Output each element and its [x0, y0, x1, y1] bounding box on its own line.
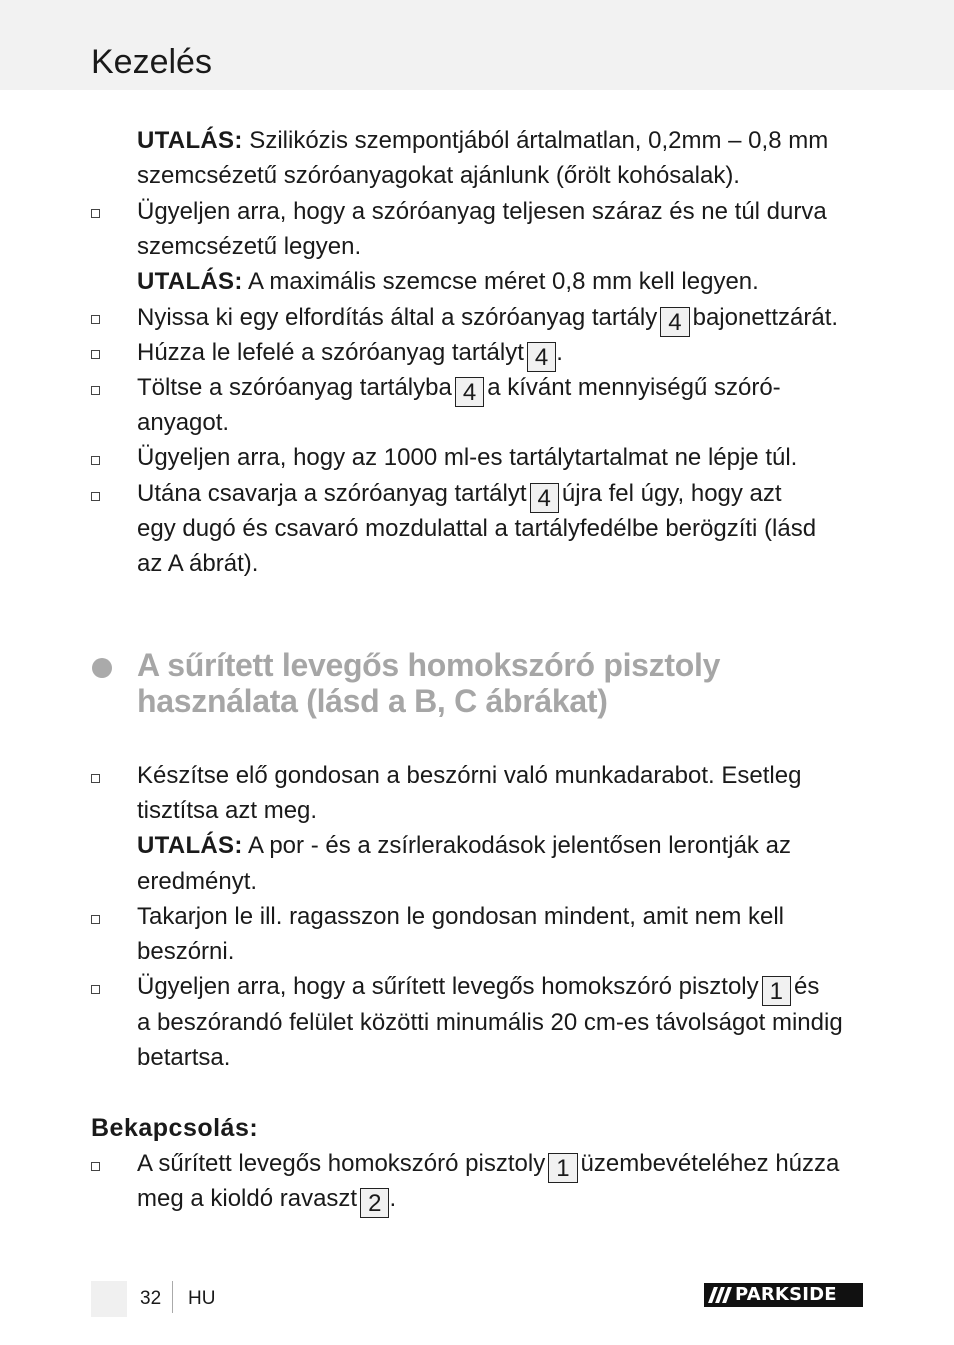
note-text: A maximális szemcse méret 0,8 mm kell legyen. [242, 268, 759, 295]
part-reference-4: 4 [455, 377, 484, 407]
section-heading-line: A sűrített levegős homokszóró pisztoly [137, 647, 721, 683]
text-segment: a kívánt mennyiségű szóró- [487, 374, 781, 401]
part-reference-1: 1 [762, 976, 791, 1006]
bullet-icon [91, 456, 100, 465]
bullet-icon [91, 386, 100, 395]
note-line [137, 828, 791, 863]
instruction-text: Ügyeljen arra, hogy a szóróanyag teljesen száraz és ne túl durva [137, 198, 827, 225]
section-bullet-icon [92, 658, 112, 678]
instruction-text [137, 370, 781, 407]
instruction-text [137, 335, 563, 372]
note-text: Szilikózis szempontjából ártalmatlan, 0,2mm – 0,8 mm [242, 127, 829, 154]
instruction-text [137, 300, 838, 337]
instruction-text-continued: egy dugó és csavaró mozdulattal a tartályfedélbe berögzíti (lásd [137, 515, 817, 542]
note-text-continued: szemcsézetű szóróanyagokat ajánlunk (őrölt kohósalak). [137, 162, 740, 189]
note-label: UTALÁS: [137, 268, 243, 295]
text-segment: Ügyeljen arra, hogy a sűrített levegős homokszóró pisztoly [137, 973, 759, 1000]
text-segment: A sűrített levegős homokszóró pisztoly [137, 1150, 546, 1177]
text-segment: üzembevételéhez húzza [580, 1150, 840, 1177]
page-header [0, 0, 954, 90]
part-reference-4: 4 [527, 342, 556, 372]
section-heading [137, 647, 720, 719]
bullet-icon [91, 1162, 100, 1171]
bullet-icon [91, 350, 100, 359]
instruction-text-continued [137, 1181, 396, 1218]
note-label: UTALÁS: [137, 127, 243, 154]
bullet-icon [91, 915, 100, 924]
instruction-text-continued: az A ábrát). [137, 550, 259, 577]
footer-marker [91, 1281, 127, 1317]
text-segment: Töltse a szóróanyag tartályba [137, 374, 452, 401]
text-segment: és [794, 973, 820, 1000]
subsection-heading: Bekapcsolás: [91, 1114, 259, 1142]
brand-logo [704, 1283, 863, 1307]
part-reference-2: 2 [360, 1188, 389, 1218]
instruction-text-continued: anyagot. [137, 409, 230, 436]
text-segment: . [556, 339, 563, 366]
language-code: HU [188, 1288, 216, 1309]
footer-divider [172, 1281, 173, 1313]
text-segment: . [389, 1185, 397, 1212]
text-segment: bajonettzárát. [692, 304, 839, 331]
note-line [137, 264, 759, 299]
part-reference-4: 4 [660, 307, 689, 337]
instruction-text-continued: tisztítsa azt meg. [137, 797, 318, 824]
instruction-text [137, 1146, 839, 1183]
bullet-icon [91, 209, 100, 218]
bullet-icon [91, 492, 100, 501]
part-reference-4: 4 [530, 483, 559, 513]
text-segment: újra fel úgy, hogy azt [561, 480, 782, 507]
part-reference-1: 1 [548, 1153, 577, 1183]
bullet-icon [91, 985, 100, 994]
instruction-text-continued: beszórni. [137, 938, 235, 965]
note-line [137, 123, 828, 158]
instruction-text: Ügyeljen arra, hogy az 1000 ml-es tartálytartalmat ne lépje túl. [137, 444, 798, 471]
note-text: A por - és a zsírlerakodások jelentősen lerontják az [242, 832, 791, 859]
text-segment: Húzza le lefelé a szóróanyag tartályt [137, 339, 524, 366]
bullet-icon [91, 774, 100, 783]
instruction-text-continued: a beszórandó felület közötti minumális 20 cm-es távolságot mindig [137, 1009, 843, 1036]
brand-stripes-icon [711, 1287, 729, 1303]
instruction-text-continued: betartsa. [137, 1044, 231, 1071]
note-text-continued: eredményt. [137, 868, 258, 895]
instruction-text [137, 476, 782, 513]
section-heading-line: használata (lásd a B, C ábrákat) [137, 683, 608, 719]
instruction-text: Készítse elő gondosan a beszórni való munkadarabot. Esetleg [137, 762, 802, 789]
text-segment: meg a kioldó ravaszt [137, 1185, 358, 1212]
page-number: 32 [140, 1288, 162, 1309]
page-title: Kezelés [91, 43, 212, 81]
text-segment: Nyissa ki egy elfordítás által a szóróanyag tartály [137, 304, 658, 331]
text-segment: Utána csavarja a szóróanyag tartályt [137, 480, 527, 507]
instruction-text [137, 969, 819, 1006]
brand-name: PARKSIDE [735, 1284, 837, 1305]
bullet-icon [91, 315, 100, 324]
note-label: UTALÁS: [137, 832, 243, 859]
instruction-text-continued: szemcsézetű legyen. [137, 233, 362, 260]
instruction-text: Takarjon le ill. ragasszon le gondosan mindent, amit nem kell [137, 903, 785, 930]
